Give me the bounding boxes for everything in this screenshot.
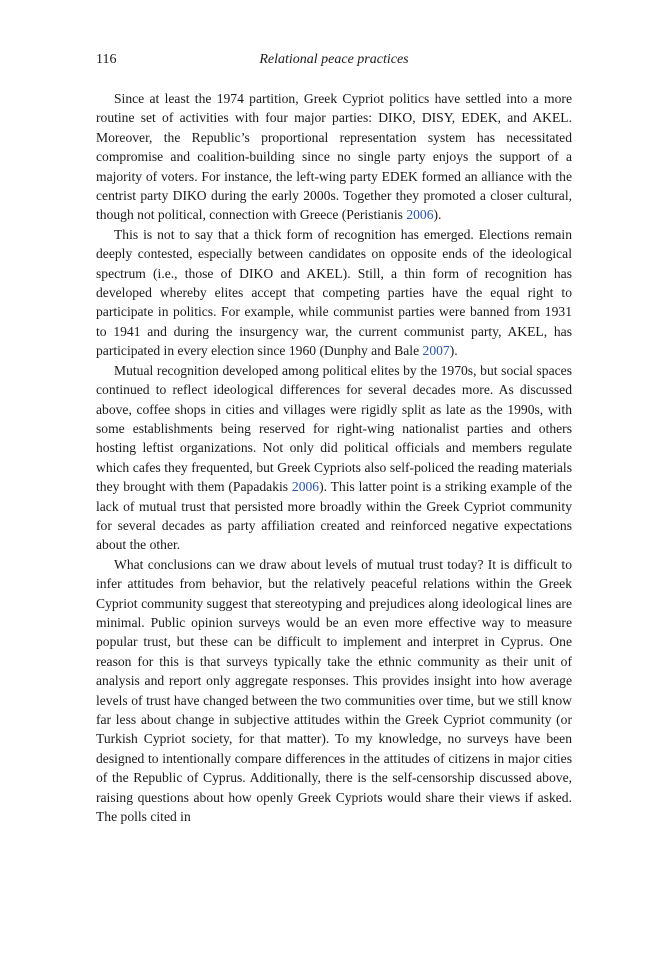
- body-text: [96, 89, 572, 826]
- paragraph-text: ). This latter point is a striking example of the lack of mutual trust that persisted more broadly within the Greek Cypriot community for several decades as party affiliation created and reinforced negative expectations about the other.: [96, 479, 572, 553]
- paragraph-text: Since at least the 1974 partition, Greek Cypriot politics have settled into a more routine set of activities with four major parties: DIKO, DISY, EDEK, and AKEL. Moreover, the Republic’s proportional representation system has necessitated compromise and coalition-building since no single party enjoys the support of a majority of voters. For instance, the left-wing party EDEK formed an alliance with the centrist party DIKO during the early 2000s. Together they promoted a closer cultural, though not political, connection with Greece (Peristianis: [96, 91, 572, 223]
- paragraph-text: ).: [433, 207, 442, 223]
- paragraph-1: [96, 89, 572, 225]
- citation-link[interactable]: 2006: [406, 207, 434, 223]
- paragraph-2: [96, 225, 572, 361]
- page-number: 116: [96, 52, 117, 67]
- paragraph-3: [96, 361, 572, 555]
- citation-link[interactable]: 2007: [422, 343, 450, 359]
- running-head: [96, 48, 572, 72]
- paragraph-text: What conclusions can we draw about levels of mutual trust today? It is difficult to infer attitudes from behavior, but the relatively peaceful relations within the Greek Cypriot community suggest that stereotyping and prejudices along ideological lines are minimal. Public opinion surveys would be an even more effective way to measure popular trust, but these can be difficult to implement and interpret in Cyprus. One reason for this is that surveys typically take the ethnic community as their unit of analysis and report only aggregate responses. This provides insight into how average levels of trust have changed between the two communities over time, but we still know far less about change in subjective attitudes within the Greek Cypriot community (or Turkish Cypriot society, for that matter). To my knowledge, no surveys have been designed to intentionally compare differences in the attitudes of citizens in major cities of the Republic of Cyprus. Additionally, there is the self-censorship discussed above, raising questions about how openly Greek Cypriots would share their views if asked. The polls cited in: [96, 556, 572, 825]
- paragraph-text: This is not to say that a thick form of recognition has emerged. Elections remain deeply contested, especially between candidates on opposite ends of the ideological spectrum (i.e., those of DIKO and AKEL). Still, a thin form of recognition has developed whereby elites accept that competing parties have the equal right to participate in politics. For example, while communist parties were banned from 1931 to 1941 and during the insurgency war, the current communist party, AKEL, has participated in every election since 1960 (Dunphy and Bale: [96, 226, 572, 359]
- citation-link[interactable]: 2006: [291, 479, 320, 495]
- book-page: [96, 48, 572, 826]
- running-title: Relational peace practices: [259, 52, 409, 67]
- paragraph-text: Mutual recognition developed among political elites by the 1970s, but social spaces continued to reflect ideological differences for several decades more. As discussed above, coffee shops in cities and villages were rigidly split as late as the 1990s, with some establishments being reserved for right-wing nationalist parties and others hosting leftist organizations. Not only did political officials and members regulate which cafes they frequented, but Greek Cypriots also self-policed the reading materials they brought with them (Papadakis: [96, 362, 572, 495]
- paragraph-4: [96, 555, 572, 827]
- paragraph-text: ).: [449, 343, 458, 359]
